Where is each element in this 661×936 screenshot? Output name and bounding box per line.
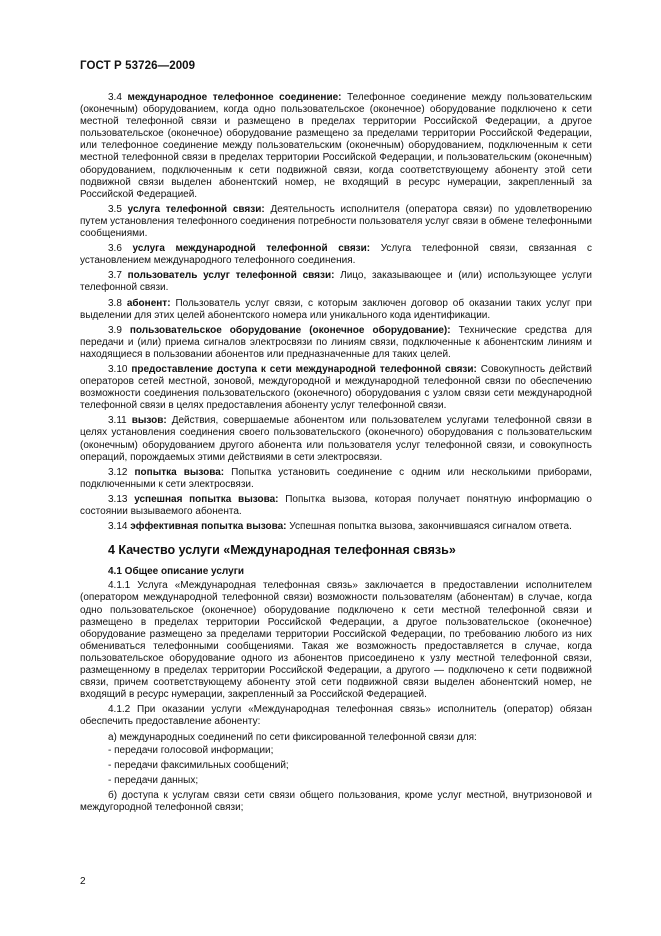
document-body (80, 92, 592, 815)
term-name: пользовательское оборудование (оконечное оборудование): (129, 324, 451, 336)
term-definition (80, 270, 592, 294)
term-number: 3.9 (108, 324, 122, 336)
term-name: попытка вызова: (134, 466, 225, 478)
term-number: 3.8 (108, 297, 122, 309)
term-name: предоставление доступа к сети международной телефонной связи: (131, 363, 477, 375)
section-title: 4 Качество услуги «Международная телефонная связь» (108, 543, 456, 558)
paragraph-4-1-1: 4.1.1 Услуга «Международная телефонная связь» заключается в предоставлении исполнителем (оператором международной телефонной связи) возможности пользователям (абонентам) в случае, когда одно пользовательское (оконечное) оборудование подключено к сети местной телефонной связи и размещено в пределах территории Российской Федерации, а другое пользовательское (оконечное) оборудование размещено за пределами территории Российской Федерации, по требованию любого из них обмениваться телефонными сообщениями. Такая же возможность предоставляется в случае, когда пользовательское оборудование одного из абонентов присоединено к узлу местной телефонной связи, размещенному в пределах территории Российской Федерации, а другого — подключено к сети подвижной связи, причем соответствующему абоненту этой сети подвижной связи выделен абонентский номер, не входящий в ресурс нумерации, закрепленный за Российской Федерацией. (80, 580, 592, 701)
term-name: услуга международной телефонной связи: (132, 243, 371, 255)
term-definition (80, 298, 592, 322)
term-number: 3.5 (108, 203, 122, 215)
term-text: Деятельность исполнителя (оператора связи) по удовлетворению путем установления телефонного соединения потребности пользователя услуг связи в обмене телефонными сообщениями. (80, 203, 593, 240)
term-definition (80, 521, 592, 533)
term-name: услуга телефонной связи: (127, 203, 265, 215)
term-text: Попытка вызова, которая получает понятную информацию о состоянии вызываемого абонента. (80, 493, 592, 517)
list-item-a: а) международных соединений по сети фиксированной телефонной связи для: (108, 731, 477, 743)
term-name: пользователь услуг телефонной связи: (127, 270, 335, 282)
term-number: 3.10 (108, 363, 128, 375)
term-number: 3.4 (108, 92, 122, 103)
term-text: Попытка установить соединение с одним или несколькими приборами, подключенными к сети электросвязи. (80, 466, 593, 490)
term-name: вызов: (131, 415, 167, 427)
term-text: Телефонное соединение между пользовательским (оконечным) оборудованием, когда одно пользовательское (оконечное) оборудование подключено к сети местной телефонной связи и размещено в пределах территории Российской Федерации, а другое пользовательское (оконечное) оборудование размещено за пределами территории Российской Федерации, или телефонное соединение между пользовательским (оконечным) оборудованием, подключенным к сети местной телефонной связи в пределах территории Российской Федерации, и пользовательским (оконечным) оборудованием, подключенным к сети подвижной связи, когда соответствующему абоненту этой сети подвижной связи выделен абонентский номер, не входящий в ресурс нумерации, закрепленный за Российской Федерацией. (80, 92, 592, 200)
subsection-title: 4.1 Общее описание услуги (108, 566, 245, 578)
term-text: Лицо, заказывающее и (или) использующее услуги телефонной связи. (80, 270, 593, 294)
term-text: Пользователь услуг связи, с которым заключен договор об оказании таких услуг при выделении для этих целей абонентского номера или уникального кода идентификации. (80, 297, 593, 321)
term-number: 3.11 (108, 415, 127, 427)
dash-item: - передачи факсимильных сообщений; (108, 759, 289, 771)
term-number: 3.14 (108, 521, 128, 533)
term-number: 3.7 (108, 270, 122, 282)
list-item-b: б) доступа к услугам связи сети связи общего пользования, кроме услуг местной, внутризоновой и междугородной телефонной связи; (80, 789, 592, 813)
dash-item: - передачи голосовой информации; (108, 744, 274, 756)
terms-list (80, 92, 592, 533)
term-definition (80, 325, 592, 361)
term-definition (80, 204, 592, 240)
paragraph-4-1-2: 4.1.2 При оказании услуги «Международная телефонная связь» исполнитель (оператор) обязан обеспечить предоставление абоненту: (80, 704, 592, 728)
term-text: Технические средства для передачи и (или) приема сигналов электросвязи по линиям связи, подключенные к абонентским линиям и находящиеся в пользовании абонентов или предназначенные для таких целей. (80, 324, 592, 360)
term-number: 3.6 (108, 243, 122, 255)
term-definition (80, 467, 592, 491)
document-header: ГОСТ Р 53726—2009 (80, 60, 196, 72)
term-name: успешная попытка вызова: (134, 493, 279, 505)
term-text: Совокупность действий операторов сетей местной, зоновой, междугородной и международной телефонной связи по обеспечению возможности соединения пользовательского (оконечного) оборудования с узлом связи сети международной телефонной связи в целях предоставления абоненту услуг телефонной связи. (80, 363, 592, 412)
term-text: Действия, совершаемые абонентом или пользователем услугами телефонной связи в целях установления соединения своего пользовательского (оконечного) оборудования с пользовательским (оконечным) оборудованием другого абонента или пользователя услуг телефонной связи, и совокупность операций, порождаемых этими действиями в сети электросвязи. (80, 415, 592, 463)
term-number: 3.12 (108, 466, 128, 478)
term-definition (80, 415, 592, 463)
term-name: международное телефонное соединение: (127, 92, 342, 103)
term-definition (80, 494, 592, 518)
term-definition (80, 92, 592, 201)
term-name: абонент: (126, 297, 171, 309)
term-number: 3.13 (108, 493, 128, 505)
page-number: 2 (80, 876, 86, 887)
term-definition (80, 364, 592, 412)
term-text: Успешная попытка вызова, закончившаяся сигналом ответа. (289, 521, 572, 533)
term-name: эффективная попытка вызова: (130, 521, 287, 533)
term-definition (80, 243, 592, 267)
term-text: Услуга телефонной связи, связанная с установлением международного телефонного соединения. (80, 243, 592, 267)
dash-item: - передачи данных; (108, 774, 199, 786)
